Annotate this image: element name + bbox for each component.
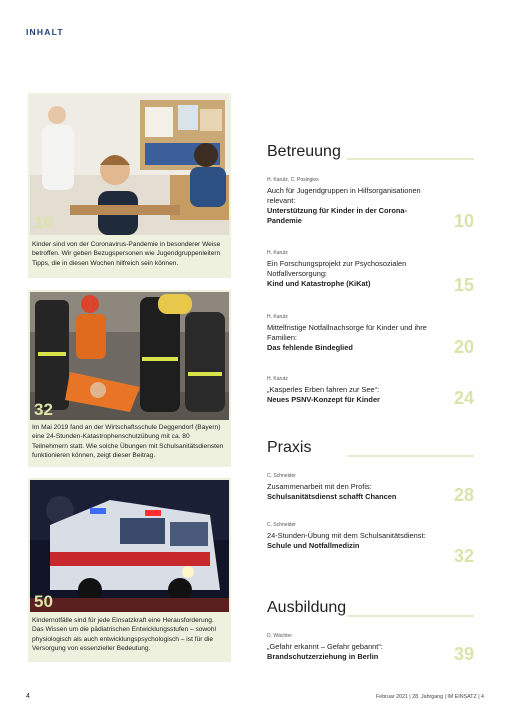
toc-entry[interactable] [267,633,437,662]
entry-headline: Das fehlende Bindeglied [267,343,353,352]
folio-page-number: 4 [26,693,30,700]
section-divider [347,615,474,617]
entry-headline: Schulsanitätsdienst schafft Chancen [267,492,397,501]
entry-page-number: 10 [453,211,474,231]
entry-kicker: „Kasperles Erben fahren zur See“: [267,385,380,394]
entry-author: H. Karutz, C. Posingies [267,177,319,183]
card-page-number: 50 [34,592,53,611]
teaser-card-pediatric-emergencies[interactable] [28,478,231,662]
entry-page-number: 28 [453,485,474,505]
toc-entry[interactable] [267,522,437,551]
entry-kicker: Mittelfristige Notfallnachsorge für Kinder und ihre Familien: [267,323,427,342]
card-caption: Im Mai 2019 fand an der Wirtschaftsschule Deggendorf (Bayern) eine 24-Stunden-Katastrophenschutzübung mit ca. 80 Teilnehmern statt. Wie solche Übungen mit Schulsanitätsdiensten funktionieren können, zeigt dieser Beitrag. [32,424,224,460]
entry-kicker: 24-Stunden-Übung mit dem Schulsanitätsdienst: [267,531,426,540]
section-divider [347,455,474,457]
entry-page-number: 24 [453,388,474,408]
entry-page-number: 32 [453,546,474,566]
entry-author: C. Schneider [267,473,296,479]
toc-entry[interactable] [267,250,437,289]
card-caption: Kindernotfälle sind für jede Einsatzkraft eine Herausforderung. Das Wissen um die pädiatrischen Entwicklungsstufen – sowohl physiologisch als auch entwicklungspsychologisch – ist für die Versorgung von essenzieller Bedeutung. [32,617,216,653]
entry-headline: Kind und Katastrophe (KiKat) [267,279,371,288]
classroom-photo [30,95,229,235]
card-page-number: 10 [34,213,53,232]
section-divider [347,158,474,160]
entry-author: H. Karutz [267,376,288,382]
teaser-card-disaster-exercise[interactable] [28,290,231,467]
entry-kicker: „Gefahr erkannt – Gefahr gebannt“: [267,642,383,651]
entry-kicker: Auch für Jugendgruppen in Hilfsorganisationen relevant: [267,186,421,205]
ambulance-photo [30,480,229,612]
toc-entry[interactable] [267,376,437,405]
card-caption: Kinder sind von der Coronavirus-Pandemie in besonderer Weise betroffen. Wir geben Bezugspersonen wie Jugendgruppenleitern Tipps, die in diesen Wochen hilfreich sein können. [32,241,221,267]
entry-page-number: 39 [453,644,474,664]
entry-kicker: Ein Forschungsprojekt zur Psychosozialen Notfallversorgung: [267,259,407,278]
issue-line: Februar 2021 | 28. Jahrgang | IM EINSATZ | 4 [376,694,484,700]
section-title-ausbildung: Ausbildung [267,599,347,616]
section-label: INHALT [26,27,64,37]
entry-headline: Unterstützung für Kinder in der Corona-Pandemie [267,206,408,225]
entry-headline: Neues PSNV-Konzept für Kinder [267,395,380,404]
entry-headline: Brandschutzerziehung in Berlin [267,652,379,661]
entry-author: H. Karutz [267,314,288,320]
entry-author: H. Karutz [267,250,288,256]
entry-page-number: 15 [453,275,474,295]
teaser-card-children-corona[interactable] [28,93,231,278]
card-page-number: 32 [34,400,53,419]
section-title-betreuung: Betreuung [267,143,341,160]
entry-author: D. Wächter [267,633,293,639]
entry-author: C. Schneider [267,522,296,528]
entry-kicker: Zusammenarbeit mit den Profis: [267,482,372,491]
rescue-exercise-photo [30,292,229,420]
entry-page-number: 20 [453,337,474,357]
section-title-praxis: Praxis [267,439,312,456]
toc-entry[interactable] [267,177,437,226]
toc-entry[interactable] [267,314,437,353]
toc-entry[interactable] [267,473,437,502]
entry-headline: Schule und Notfallmedizin [267,541,360,550]
